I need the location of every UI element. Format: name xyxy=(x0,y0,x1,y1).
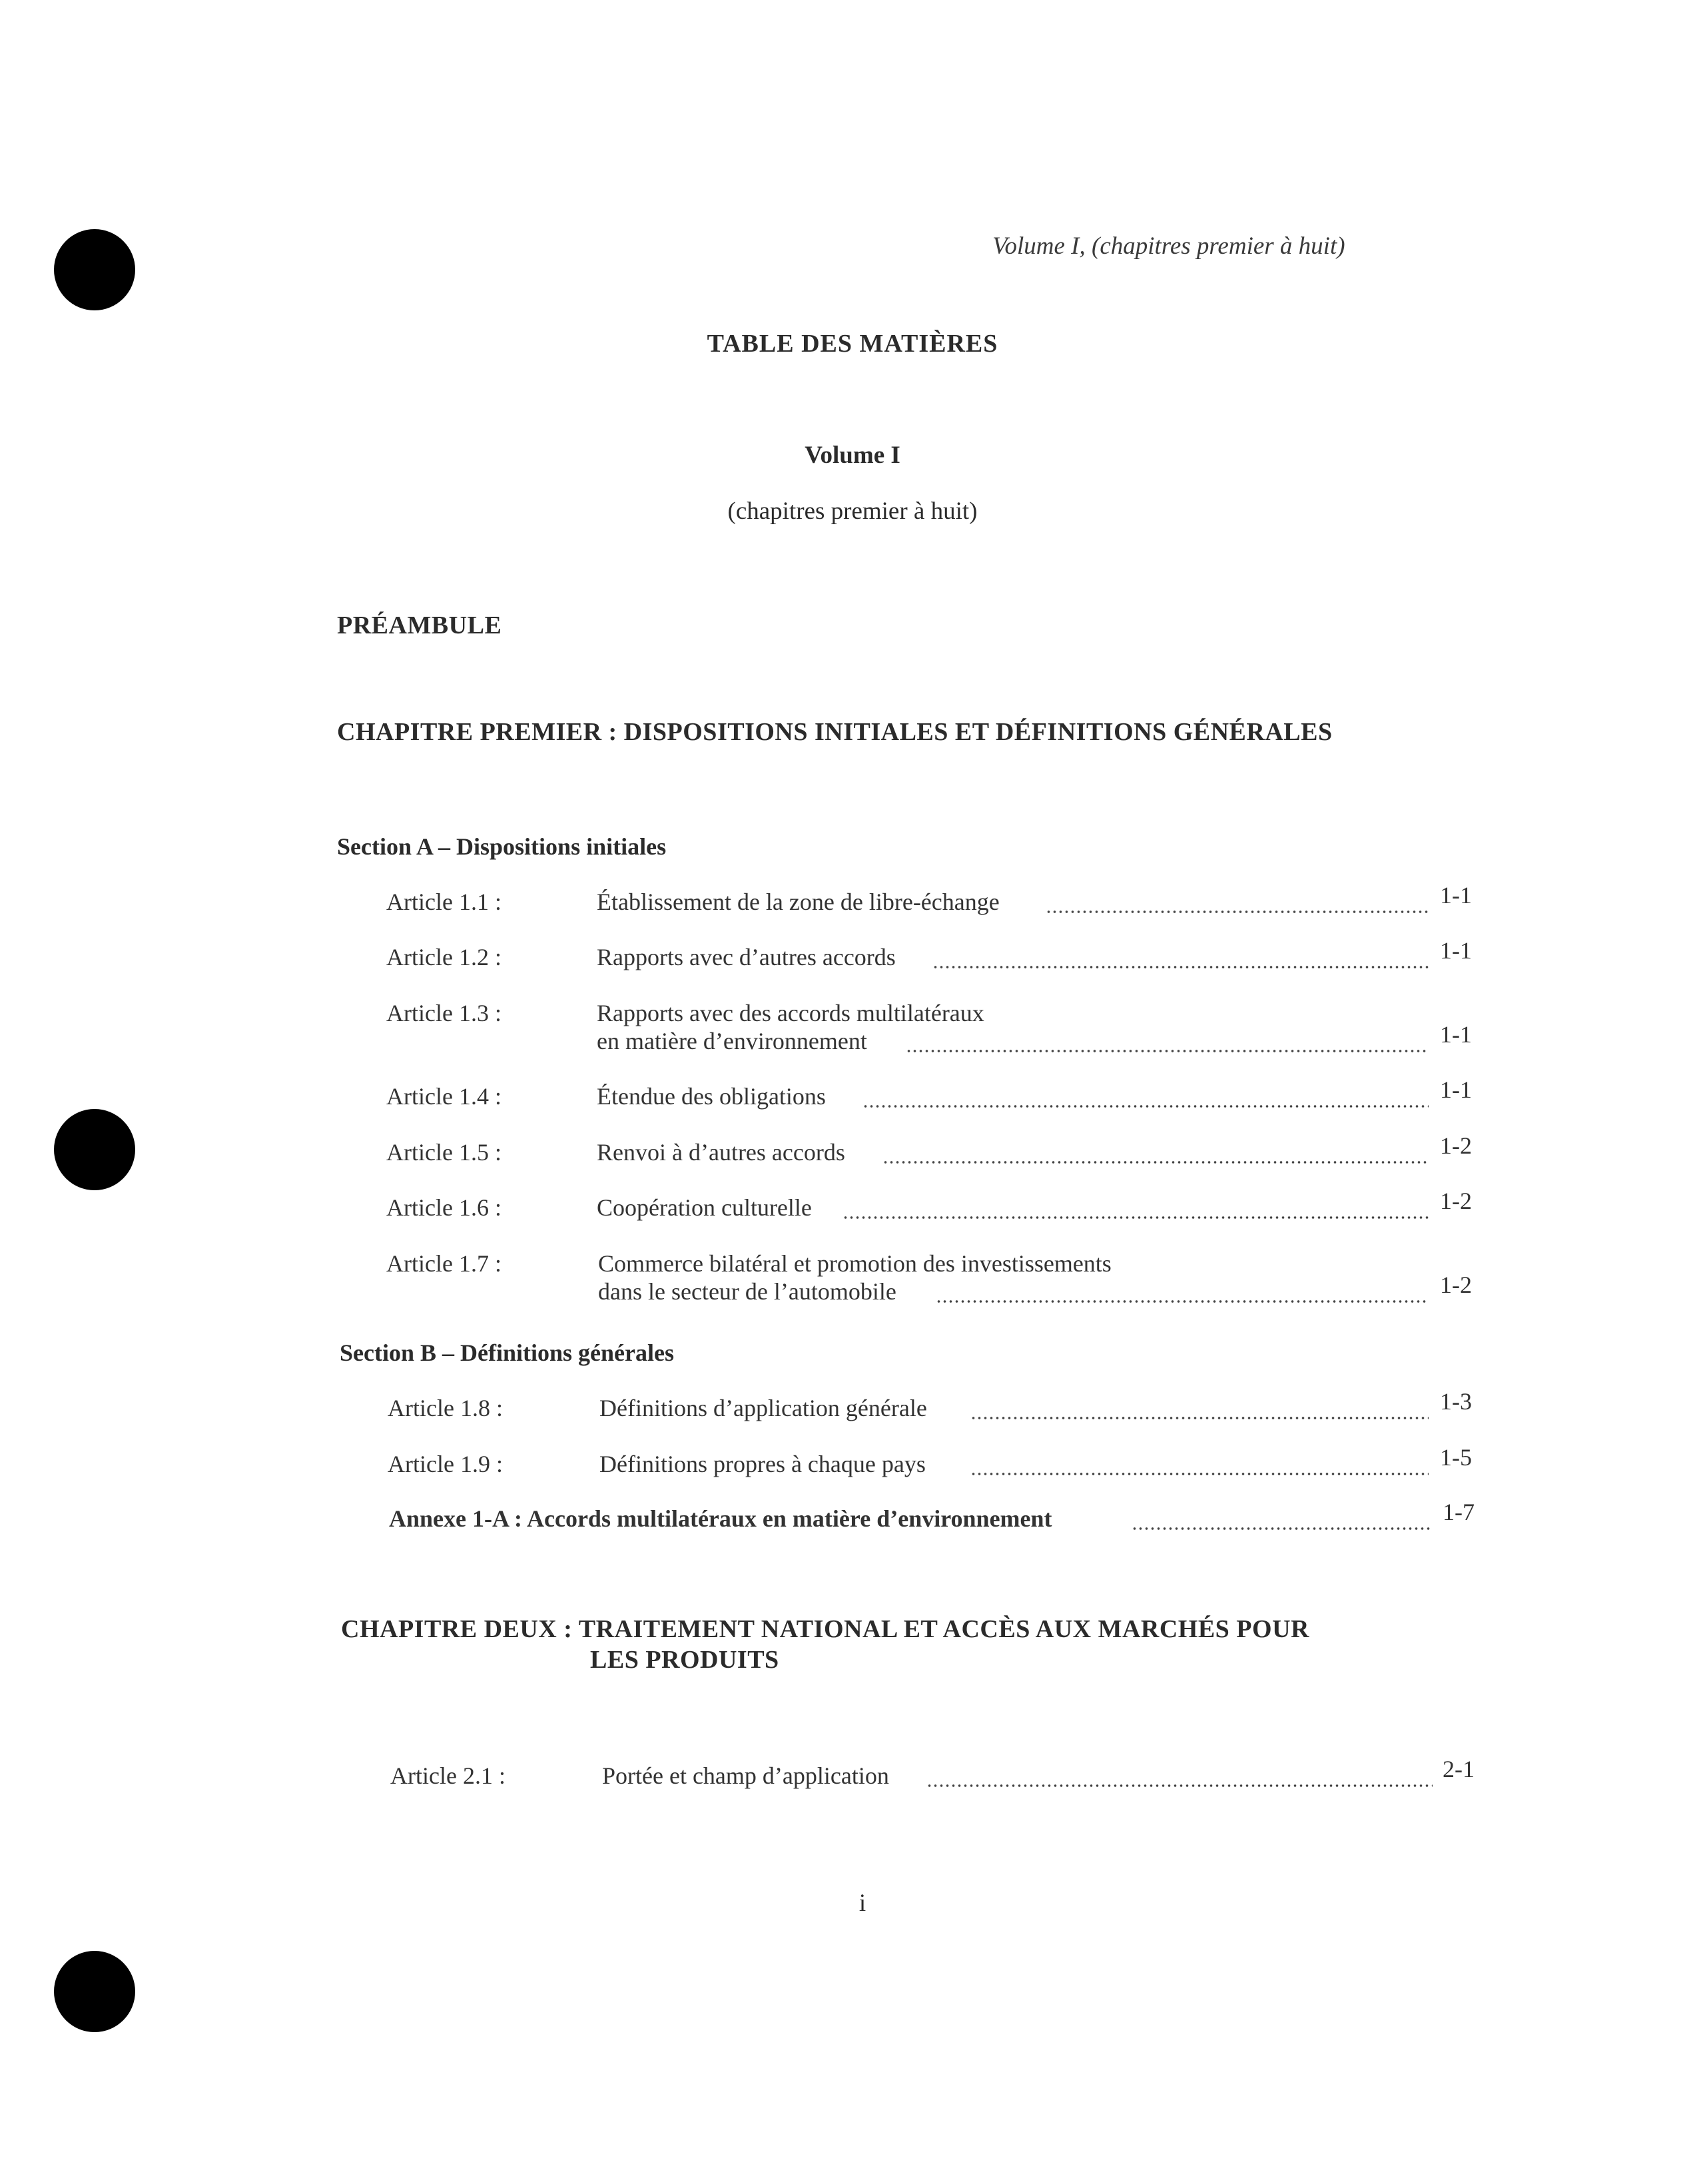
toc-entry-article-1-6 xyxy=(386,1188,1475,1227)
toc-entry-page: 2-1 xyxy=(1443,1756,1475,1782)
toc-entry-label: Article 1.1 : xyxy=(386,889,502,915)
chapter2-heading-continued: LES PRODUITS xyxy=(590,1646,779,1674)
page-number: i xyxy=(858,1890,866,1917)
volume-subtitle: (chapitres premier à huit) xyxy=(727,498,978,525)
binder-hole-bottom xyxy=(54,1951,135,2032)
dot-leader xyxy=(936,1299,1429,1304)
toc-entry-text: Étendue des obligations xyxy=(597,1083,826,1110)
toc-entry-label: Article 2.1 : xyxy=(390,1762,506,1789)
toc-entry-page: 1-2 xyxy=(1440,1132,1472,1159)
toc-entry-text: Définitions d’application générale xyxy=(599,1395,927,1421)
toc-entry-article-1-9 xyxy=(388,1444,1477,1483)
chapter2-heading: CHAPITRE DEUX : TRAITEMENT NATIONAL ET ACCÈS AUX MARCHÉS POUR xyxy=(341,1615,1309,1643)
toc-entry-page: 1-2 xyxy=(1440,1188,1472,1214)
dot-leader xyxy=(843,1215,1429,1220)
toc-entry-text: Portée et champ d’application xyxy=(602,1762,889,1789)
toc-entry-text-continued: en matière d’environnement xyxy=(597,1028,867,1054)
toc-entry-text: Rapports avec d’autres accords xyxy=(597,944,896,970)
dot-leader xyxy=(970,1415,1429,1421)
toc-entry-article-1-2 xyxy=(386,937,1475,976)
binder-hole-top xyxy=(54,229,135,310)
toc-entry-text: Annexe 1-A : Accords multilatéraux en matière d’environnement xyxy=(389,1505,1052,1532)
dot-leader xyxy=(970,1471,1429,1477)
toc-entry-article-1-4 xyxy=(386,1076,1475,1116)
toc-entry-label: Article 1.9 : xyxy=(388,1451,503,1477)
toc-entry-page: 1-1 xyxy=(1440,937,1472,964)
toc-entry-label: Article 1.8 : xyxy=(388,1395,503,1421)
toc-entry-article-1-8 xyxy=(388,1388,1477,1427)
volume-heading: Volume I xyxy=(805,442,900,469)
toc-entry-text-continued: dans le secteur de l’automobile xyxy=(598,1278,896,1305)
dot-leader xyxy=(862,1104,1429,1109)
toc-entry-page: 1-7 xyxy=(1443,1499,1475,1525)
binder-hole-middle xyxy=(54,1109,135,1190)
toc-entry-annexe-1-a xyxy=(389,1499,1478,1538)
toc-entry-text: Coopération culturelle xyxy=(597,1194,812,1221)
toc-entry-article-1-7 xyxy=(386,1250,1475,1309)
chapter1-heading: CHAPITRE PREMIER : DISPOSITIONS INITIALES ET DÉFINITIONS GÉNÉRALES xyxy=(337,718,1333,746)
toc-entry-text: Établissement de la zone de libre-échange xyxy=(597,889,1000,915)
toc-entry-text: Commerce bilatéral et promotion des investissements xyxy=(598,1250,1112,1277)
toc-entry-label: Article 1.6 : xyxy=(386,1194,502,1221)
page-title: TABLE DES MATIÈRES xyxy=(707,330,998,358)
toc-entry-text: Rapports avec des accords multilatéraux xyxy=(597,1000,984,1026)
toc-entry-page: 1-5 xyxy=(1440,1444,1472,1471)
toc-entry-article-2-1 xyxy=(390,1756,1479,1795)
toc-entry-label: Article 1.5 : xyxy=(386,1139,502,1166)
dot-leader xyxy=(882,1160,1429,1165)
toc-entry-article-1-1 xyxy=(386,882,1475,921)
toc-entry-page: 1-2 xyxy=(1440,1272,1472,1298)
dot-leader xyxy=(932,964,1429,970)
section-b-heading: Section B – Définitions générales xyxy=(340,1339,674,1366)
toc-entry-label: Article 1.7 : xyxy=(386,1250,502,1277)
dot-leader xyxy=(906,1048,1429,1054)
toc-entry-label: Article 1.4 : xyxy=(386,1083,502,1110)
toc-entry-label: Article 1.3 : xyxy=(386,1000,502,1026)
dot-leader xyxy=(1132,1526,1431,1531)
toc-entry-page: 1-1 xyxy=(1440,1076,1472,1103)
toc-entry-page: 1-1 xyxy=(1440,882,1472,909)
dot-leader xyxy=(1046,909,1429,914)
dot-leader xyxy=(926,1783,1433,1788)
running-header: Volume I, (chapitres premier à huit) xyxy=(992,232,1345,260)
toc-entry-article-1-3 xyxy=(386,999,1475,1059)
toc-entry-text: Définitions propres à chaque pays xyxy=(599,1451,926,1477)
preambule-heading: PRÉAMBULE xyxy=(337,611,502,639)
section-a-heading: Section A – Dispositions initiales xyxy=(337,833,667,860)
toc-entry-page: 1-1 xyxy=(1440,1021,1472,1048)
toc-entry-article-1-5 xyxy=(386,1132,1475,1172)
toc-entry-label: Article 1.2 : xyxy=(386,944,502,970)
toc-entry-text: Renvoi à d’autres accords xyxy=(597,1139,845,1166)
toc-entry-page: 1-3 xyxy=(1440,1388,1472,1415)
